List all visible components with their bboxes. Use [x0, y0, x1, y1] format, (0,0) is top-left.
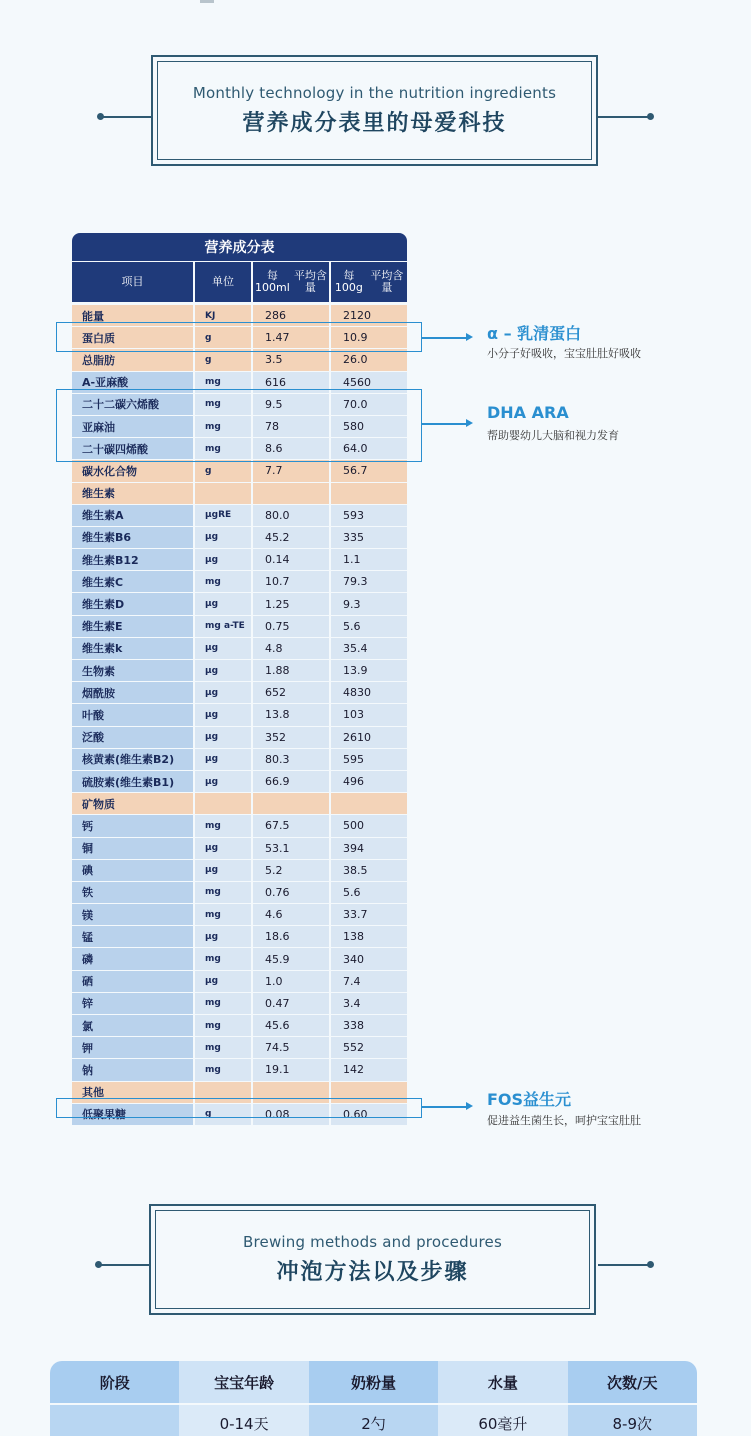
header-item: 项目 [72, 262, 193, 302]
nutrient-per100ml: 4.8 [253, 638, 329, 659]
nutrient-unit: μg [195, 971, 251, 992]
nutrient-name: 维生素C [72, 571, 193, 592]
brewing-table-header [50, 1361, 697, 1403]
nutrient-per100ml: 45.2 [253, 527, 329, 548]
nutrition-row [72, 926, 407, 948]
nutrition-row [72, 749, 407, 771]
nutrition-table-title: 营养成分表 [72, 233, 407, 261]
nutrition-table [72, 233, 407, 1126]
title2-left-line [98, 1264, 150, 1266]
nutrient-name: 核黄素(维生素B2) [72, 749, 193, 770]
nutrient-name: 维生素B6 [72, 527, 193, 548]
nutrient-per100ml: 286 [253, 305, 329, 326]
header-unit: 单位 [195, 262, 251, 302]
nutrient-name: 碘 [72, 860, 193, 881]
nutrient-per100g: 70.0 [331, 394, 407, 415]
nutrient-name: 其他 [72, 1082, 193, 1103]
nutrition-row [72, 638, 407, 660]
nutrient-name: 锰 [72, 926, 193, 947]
nutrient-per100g: 138 [331, 926, 407, 947]
section2-title-en: Brewing methods and procedures [242, 1233, 502, 1251]
nutrient-per100ml: 3.5 [253, 349, 329, 370]
brewing-table-row [50, 1403, 697, 1436]
nutrient-per100ml: 1.88 [253, 660, 329, 681]
nutrient-name: 硒 [72, 971, 193, 992]
nutrition-row [72, 549, 407, 571]
nutrient-name: 碳水化合物 [72, 460, 193, 481]
title2-left-dot [95, 1261, 102, 1268]
nutrient-name: 铜 [72, 838, 193, 859]
nutrient-per100ml: 66.9 [253, 771, 329, 792]
nutrient-per100g: 335 [331, 527, 407, 548]
nutrient-name: 磷 [72, 948, 193, 969]
nutrient-per100ml: 0.47 [253, 993, 329, 1014]
header-per100g-line2: 平均含量 [370, 269, 404, 294]
nutrient-per100ml: 80.3 [253, 749, 329, 770]
nutrient-per100ml [253, 793, 329, 814]
nutrient-name: 镁 [72, 904, 193, 925]
nutrient-unit: mg [195, 571, 251, 592]
brew-header-age: 宝宝年龄 [179, 1361, 308, 1403]
nutrition-row [72, 571, 407, 593]
section2-title-cn: 冲泡方法以及步骤 [276, 1260, 469, 1285]
nutrition-row [72, 860, 407, 882]
nutrient-per100ml: 652 [253, 682, 329, 703]
nutrient-per100g: 33.7 [331, 904, 407, 925]
nutrient-name: 叶酸 [72, 704, 193, 725]
title2-right-line [598, 1264, 650, 1266]
nutrient-unit: μg [195, 549, 251, 570]
nutrient-name: 钾 [72, 1037, 193, 1058]
brew-cell-water: 60毫升 [438, 1403, 567, 1436]
nutrition-row [72, 1037, 407, 1059]
nutrient-per100g: 552 [331, 1037, 407, 1058]
section-title-cn: 营养成分表里的母爱科技 [242, 111, 507, 136]
nutrient-name: 二十碳四烯酸 [72, 438, 193, 459]
nutrition-row [72, 971, 407, 993]
nutrient-per100g: 7.4 [331, 971, 407, 992]
nutrient-per100ml: 0.75 [253, 616, 329, 637]
annotation-fos-desc: 促进益生菌生长，呵护宝宝肚肚 [487, 1114, 641, 1127]
nutrient-per100g: 496 [331, 771, 407, 792]
nutrient-unit: mg [195, 416, 251, 437]
nutrient-per100g [331, 793, 407, 814]
nutrient-name: 钙 [72, 815, 193, 836]
nutrient-per100ml: 10.7 [253, 571, 329, 592]
brew-header-stage: 阶段 [50, 1361, 179, 1403]
nutrient-name: 能量 [72, 305, 193, 326]
nutrient-per100g: 1.1 [331, 549, 407, 570]
section-title-en: Monthly technology in the nutrition ingredients [192, 84, 557, 102]
nutrient-name: 锌 [72, 993, 193, 1014]
nutrient-per100g: 595 [331, 749, 407, 770]
nutrient-name: 亚麻油 [72, 416, 193, 437]
nutrient-per100ml: 8.6 [253, 438, 329, 459]
nutrition-row [72, 682, 407, 704]
nutrition-row [72, 815, 407, 837]
nutrient-name: 蛋白质 [72, 327, 193, 348]
nutrient-name: 维生素k [72, 638, 193, 659]
title-right-line [598, 116, 650, 118]
annotation-dha-desc: 帮助婴幼儿大脑和视力发育 [487, 429, 619, 442]
nutrition-row [72, 793, 407, 815]
nutrient-per100g: 4560 [331, 372, 407, 393]
nutrient-per100ml: 1.25 [253, 593, 329, 614]
annotation-protein-desc: 小分子好吸收，宝宝肚肚好吸收 [487, 347, 641, 360]
nutrient-unit: μg [195, 727, 251, 748]
brew-cell-stage [50, 1403, 179, 1436]
nutrient-name: 总脂肪 [72, 349, 193, 370]
nutrient-name: 烟酰胺 [72, 682, 193, 703]
nutrient-per100ml: 4.6 [253, 904, 329, 925]
annotation-fos-title: FOS益生元 [487, 1090, 572, 1109]
nutrition-row [72, 460, 407, 482]
highlight-fos [56, 1098, 422, 1118]
nutrient-name: 生物素 [72, 660, 193, 681]
nutrient-unit: μg [195, 593, 251, 614]
nutrient-unit: mg [195, 1059, 251, 1080]
nutrition-row [72, 882, 407, 904]
nutrient-per100g: 580 [331, 416, 407, 437]
arrow-dha [422, 423, 466, 425]
nutrition-row [72, 616, 407, 638]
nutrient-per100ml: 1.0 [253, 971, 329, 992]
nutrient-name: 泛酸 [72, 727, 193, 748]
nutrient-unit: μg [195, 771, 251, 792]
nutrient-per100g [331, 483, 407, 504]
title2-right-dot [647, 1261, 654, 1268]
nutrition-row [72, 593, 407, 615]
nutrient-per100g: 5.6 [331, 882, 407, 903]
nutrient-unit: mg [195, 1015, 251, 1036]
nutrition-row [72, 838, 407, 860]
nutrient-per100g: 10.9 [331, 327, 407, 348]
nutrient-per100g: 38.5 [331, 860, 407, 881]
nutrient-per100g: 0.60 [331, 1104, 407, 1125]
nutrition-row [72, 349, 407, 371]
nutrition-row [72, 771, 407, 793]
nutrient-name: 维生素B12 [72, 549, 193, 570]
top-edge-mark [200, 0, 214, 3]
nutrient-unit: μg [195, 749, 251, 770]
nutrient-per100ml [253, 483, 329, 504]
arrow-dha-head [466, 419, 473, 427]
annotation-protein-title: α – 乳清蛋白 [487, 324, 582, 343]
nutrient-unit: mg [195, 372, 251, 393]
nutrient-unit: mg [195, 438, 251, 459]
nutrition-row [72, 948, 407, 970]
nutrient-per100ml: 74.5 [253, 1037, 329, 1058]
nutrient-per100ml: 45.6 [253, 1015, 329, 1036]
nutrient-unit: g [195, 349, 251, 370]
nutrient-unit: KJ [195, 305, 251, 326]
brew-header-powder: 奶粉量 [309, 1361, 438, 1403]
nutrient-per100g: 56.7 [331, 460, 407, 481]
nutrient-unit: μg [195, 704, 251, 725]
nutrition-row [72, 993, 407, 1015]
nutrient-per100g: 2120 [331, 305, 407, 326]
nutrient-per100ml: 0.08 [253, 1104, 329, 1125]
nutrient-per100g: 13.9 [331, 660, 407, 681]
nutrient-name: A-亚麻酸 [72, 372, 193, 393]
arrow-protein-head [466, 333, 473, 341]
nutrient-name: 维生素 [72, 483, 193, 504]
nutrient-name: 维生素D [72, 593, 193, 614]
nutrient-per100g: 4830 [331, 682, 407, 703]
nutrition-row [72, 527, 407, 549]
nutrient-name: 维生素A [72, 505, 193, 526]
highlight-protein [56, 322, 422, 352]
nutrient-per100ml: 9.5 [253, 394, 329, 415]
nutrient-per100ml: 45.9 [253, 948, 329, 969]
nutrient-unit: mg [195, 993, 251, 1014]
nutrient-per100g: 2610 [331, 727, 407, 748]
brew-cell-times: 8-9次 [568, 1403, 697, 1436]
nutrient-per100ml: 13.8 [253, 704, 329, 725]
nutrient-name: 铁 [72, 882, 193, 903]
nutrient-unit: μg [195, 926, 251, 947]
nutrient-per100g: 142 [331, 1059, 407, 1080]
section-title-brewing [149, 1204, 596, 1315]
nutrient-unit: μgRE [195, 505, 251, 526]
nutrient-per100ml: 0.14 [253, 549, 329, 570]
header-per100ml-line2: 平均含量 [293, 269, 327, 294]
nutrient-unit: mg [195, 815, 251, 836]
title-right-dot [647, 113, 654, 120]
nutrient-unit: μg [195, 660, 251, 681]
nutrient-name: 硫胺素(维生素B1) [72, 771, 193, 792]
nutrient-unit [195, 483, 251, 504]
nutrition-row [72, 704, 407, 726]
nutrition-row [72, 660, 407, 682]
nutrient-per100ml: 1.47 [253, 327, 329, 348]
brew-cell-age: 0-14天 [179, 1403, 308, 1436]
nutrient-unit: mg [195, 1037, 251, 1058]
nutrient-unit: μg [195, 638, 251, 659]
nutrient-per100ml: 616 [253, 372, 329, 393]
header-per100ml [253, 262, 329, 302]
nutrient-unit: mg [195, 904, 251, 925]
nutrient-per100g: 26.0 [331, 349, 407, 370]
nutrient-name: 氯 [72, 1015, 193, 1036]
nutrient-per100g: 79.3 [331, 571, 407, 592]
nutrient-unit: mg [195, 948, 251, 969]
nutrient-per100ml: 53.1 [253, 838, 329, 859]
arrow-fos-head [466, 1102, 473, 1110]
nutrient-per100ml: 19.1 [253, 1059, 329, 1080]
nutrient-unit: mg a-TE [195, 616, 251, 637]
nutrient-per100ml: 352 [253, 727, 329, 748]
nutrient-per100ml: 78 [253, 416, 329, 437]
nutrient-name: 二十二碳六烯酸 [72, 394, 193, 415]
nutrition-row [72, 904, 407, 926]
nutrient-per100ml: 67.5 [253, 815, 329, 836]
nutrient-unit: g [195, 1104, 251, 1125]
nutrient-per100ml: 7.7 [253, 460, 329, 481]
arrow-fos [422, 1106, 466, 1108]
nutrient-per100g: 593 [331, 505, 407, 526]
arrow-protein [422, 337, 466, 339]
nutrient-per100g: 5.6 [331, 616, 407, 637]
nutrient-per100g: 64.0 [331, 438, 407, 459]
nutrient-unit: mg [195, 394, 251, 415]
brewing-table [50, 1361, 697, 1436]
annotation-dha-title: DHA ARA [487, 403, 569, 422]
highlight-dha-ara [56, 389, 422, 462]
nutrient-name: 钠 [72, 1059, 193, 1080]
nutrient-per100g: 103 [331, 704, 407, 725]
nutrient-per100ml: 80.0 [253, 505, 329, 526]
nutrient-name: 矿物质 [72, 793, 193, 814]
section-title-nutrition [151, 55, 598, 166]
nutrition-row [72, 727, 407, 749]
nutrient-unit: μg [195, 527, 251, 548]
nutrient-per100ml: 5.2 [253, 860, 329, 881]
nutrient-unit [195, 793, 251, 814]
nutrition-row [72, 1015, 407, 1037]
brew-header-water: 水量 [438, 1361, 567, 1403]
header-per100g-line1: 每100g [334, 269, 363, 294]
nutrient-per100ml: 0.76 [253, 882, 329, 903]
nutrient-name: 低聚果糖 [72, 1104, 193, 1125]
nutrient-unit: μg [195, 682, 251, 703]
brew-cell-powder: 2勺 [309, 1403, 438, 1436]
nutrition-table-header [72, 262, 407, 302]
nutrient-per100g: 9.3 [331, 593, 407, 614]
title-left-dot [97, 113, 104, 120]
nutrient-per100g: 340 [331, 948, 407, 969]
title-left-line [100, 116, 152, 118]
nutrient-unit: g [195, 327, 251, 348]
nutrient-per100g: 338 [331, 1015, 407, 1036]
header-per100ml-line1: 每100ml [254, 269, 290, 294]
nutrient-unit: μg [195, 838, 251, 859]
nutrient-unit: g [195, 460, 251, 481]
nutrient-per100g: 35.4 [331, 638, 407, 659]
nutrient-per100g: 394 [331, 838, 407, 859]
nutrient-unit: mg [195, 882, 251, 903]
brew-header-times: 次数/天 [568, 1361, 697, 1403]
nutrition-row [72, 1059, 407, 1081]
nutrient-per100ml: 18.6 [253, 926, 329, 947]
header-per100g [331, 262, 407, 302]
nutrient-per100g: 500 [331, 815, 407, 836]
nutrient-unit: μg [195, 860, 251, 881]
nutrient-name: 维生素E [72, 616, 193, 637]
nutrition-row [72, 483, 407, 505]
nutrient-per100g: 3.4 [331, 993, 407, 1014]
nutrition-row [72, 505, 407, 527]
